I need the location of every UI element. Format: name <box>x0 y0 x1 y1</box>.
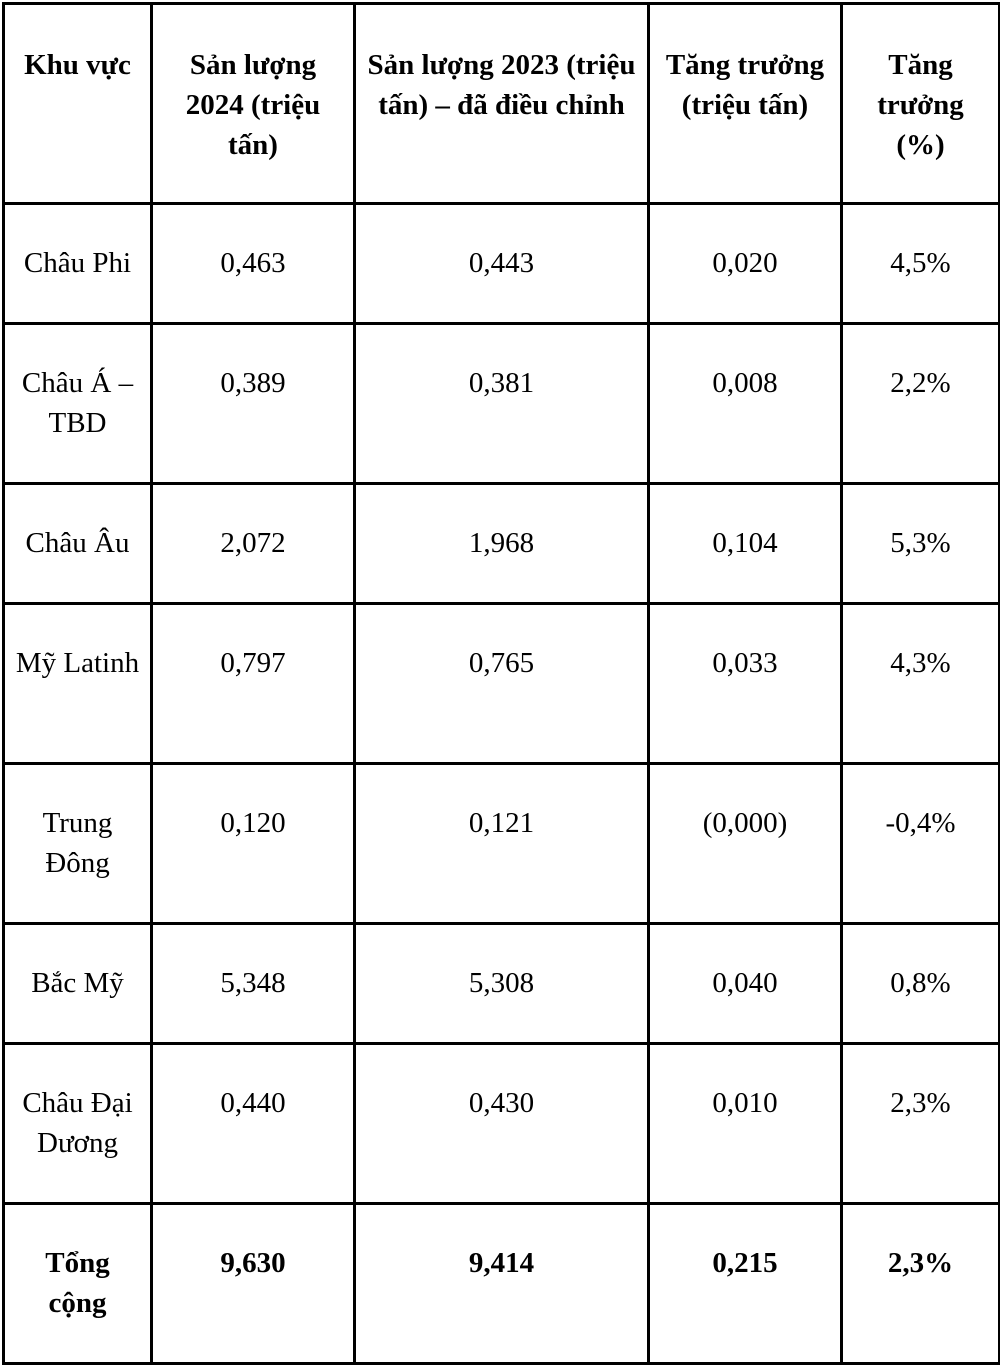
cell-growth-tons: 0,040 <box>649 924 842 1044</box>
cell-growth-percent: 5,3% <box>842 484 1000 604</box>
table-row <box>4 764 1000 924</box>
cell-growth-tons: 0,033 <box>649 604 842 764</box>
cell-region: Mỹ Latinh <box>4 604 152 764</box>
cell-output-2023: 0,121 <box>355 764 649 924</box>
cell-growth-tons: 0,020 <box>649 204 842 324</box>
cell-growth-percent: 2,3% <box>842 1044 1000 1204</box>
header-growth-tons: Tăng trưởng (triệu tấn) <box>649 4 842 204</box>
cell-growth-percent: -0,4% <box>842 764 1000 924</box>
cell-output-2023: 5,308 <box>355 924 649 1044</box>
header-output-2023: Sản lượng 2023 (triệu tấn) – đã điều chỉnh <box>355 4 649 204</box>
cell-output-2024: 5,348 <box>152 924 355 1044</box>
cell-growth-percent: 2,2% <box>842 324 1000 484</box>
table-row <box>4 924 1000 1044</box>
table-row <box>4 1044 1000 1204</box>
table-row <box>4 604 1000 764</box>
cell-growth-tons: 0,104 <box>649 484 842 604</box>
table-row <box>4 204 1000 324</box>
cell-region: Trung Đông <box>4 764 152 924</box>
cell-output-2023: 0,443 <box>355 204 649 324</box>
cell-growth-percent: 4,5% <box>842 204 1000 324</box>
total-output-2024: 9,630 <box>152 1204 355 1364</box>
cell-output-2024: 0,463 <box>152 204 355 324</box>
total-growth-tons: 0,215 <box>649 1204 842 1364</box>
total-output-2023: 9,414 <box>355 1204 649 1364</box>
cell-growth-tons: 0,008 <box>649 324 842 484</box>
cell-region: Châu Phi <box>4 204 152 324</box>
table-row <box>4 324 1000 484</box>
cell-growth-percent: 0,8% <box>842 924 1000 1044</box>
header-growth-percent: Tăng trưởng (%) <box>842 4 1000 204</box>
total-growth-percent: 2,3% <box>842 1204 1000 1364</box>
header-region: Khu vực <box>4 4 152 204</box>
cell-output-2023: 1,968 <box>355 484 649 604</box>
cell-region: Châu Âu <box>4 484 152 604</box>
header-row <box>4 4 1000 204</box>
cell-region: Châu Đại Dương <box>4 1044 152 1204</box>
cell-growth-percent: 4,3% <box>842 604 1000 764</box>
cell-output-2024: 0,797 <box>152 604 355 764</box>
header-output-2024: Sản lượng 2024 (triệu tấn) <box>152 4 355 204</box>
cell-growth-tons: 0,010 <box>649 1044 842 1204</box>
cell-output-2023: 0,430 <box>355 1044 649 1204</box>
table-row <box>4 484 1000 604</box>
cell-output-2023: 0,765 <box>355 604 649 764</box>
cell-output-2024: 0,389 <box>152 324 355 484</box>
cell-region: Bắc Mỹ <box>4 924 152 1044</box>
cell-output-2024: 2,072 <box>152 484 355 604</box>
cell-output-2024: 0,120 <box>152 764 355 924</box>
total-row <box>4 1204 1000 1364</box>
cell-region: Châu Á – TBD <box>4 324 152 484</box>
cell-growth-tons: (0,000) <box>649 764 842 924</box>
production-table <box>2 2 1000 1365</box>
total-label: Tổng cộng <box>4 1204 152 1364</box>
cell-output-2024: 0,440 <box>152 1044 355 1204</box>
cell-output-2023: 0,381 <box>355 324 649 484</box>
